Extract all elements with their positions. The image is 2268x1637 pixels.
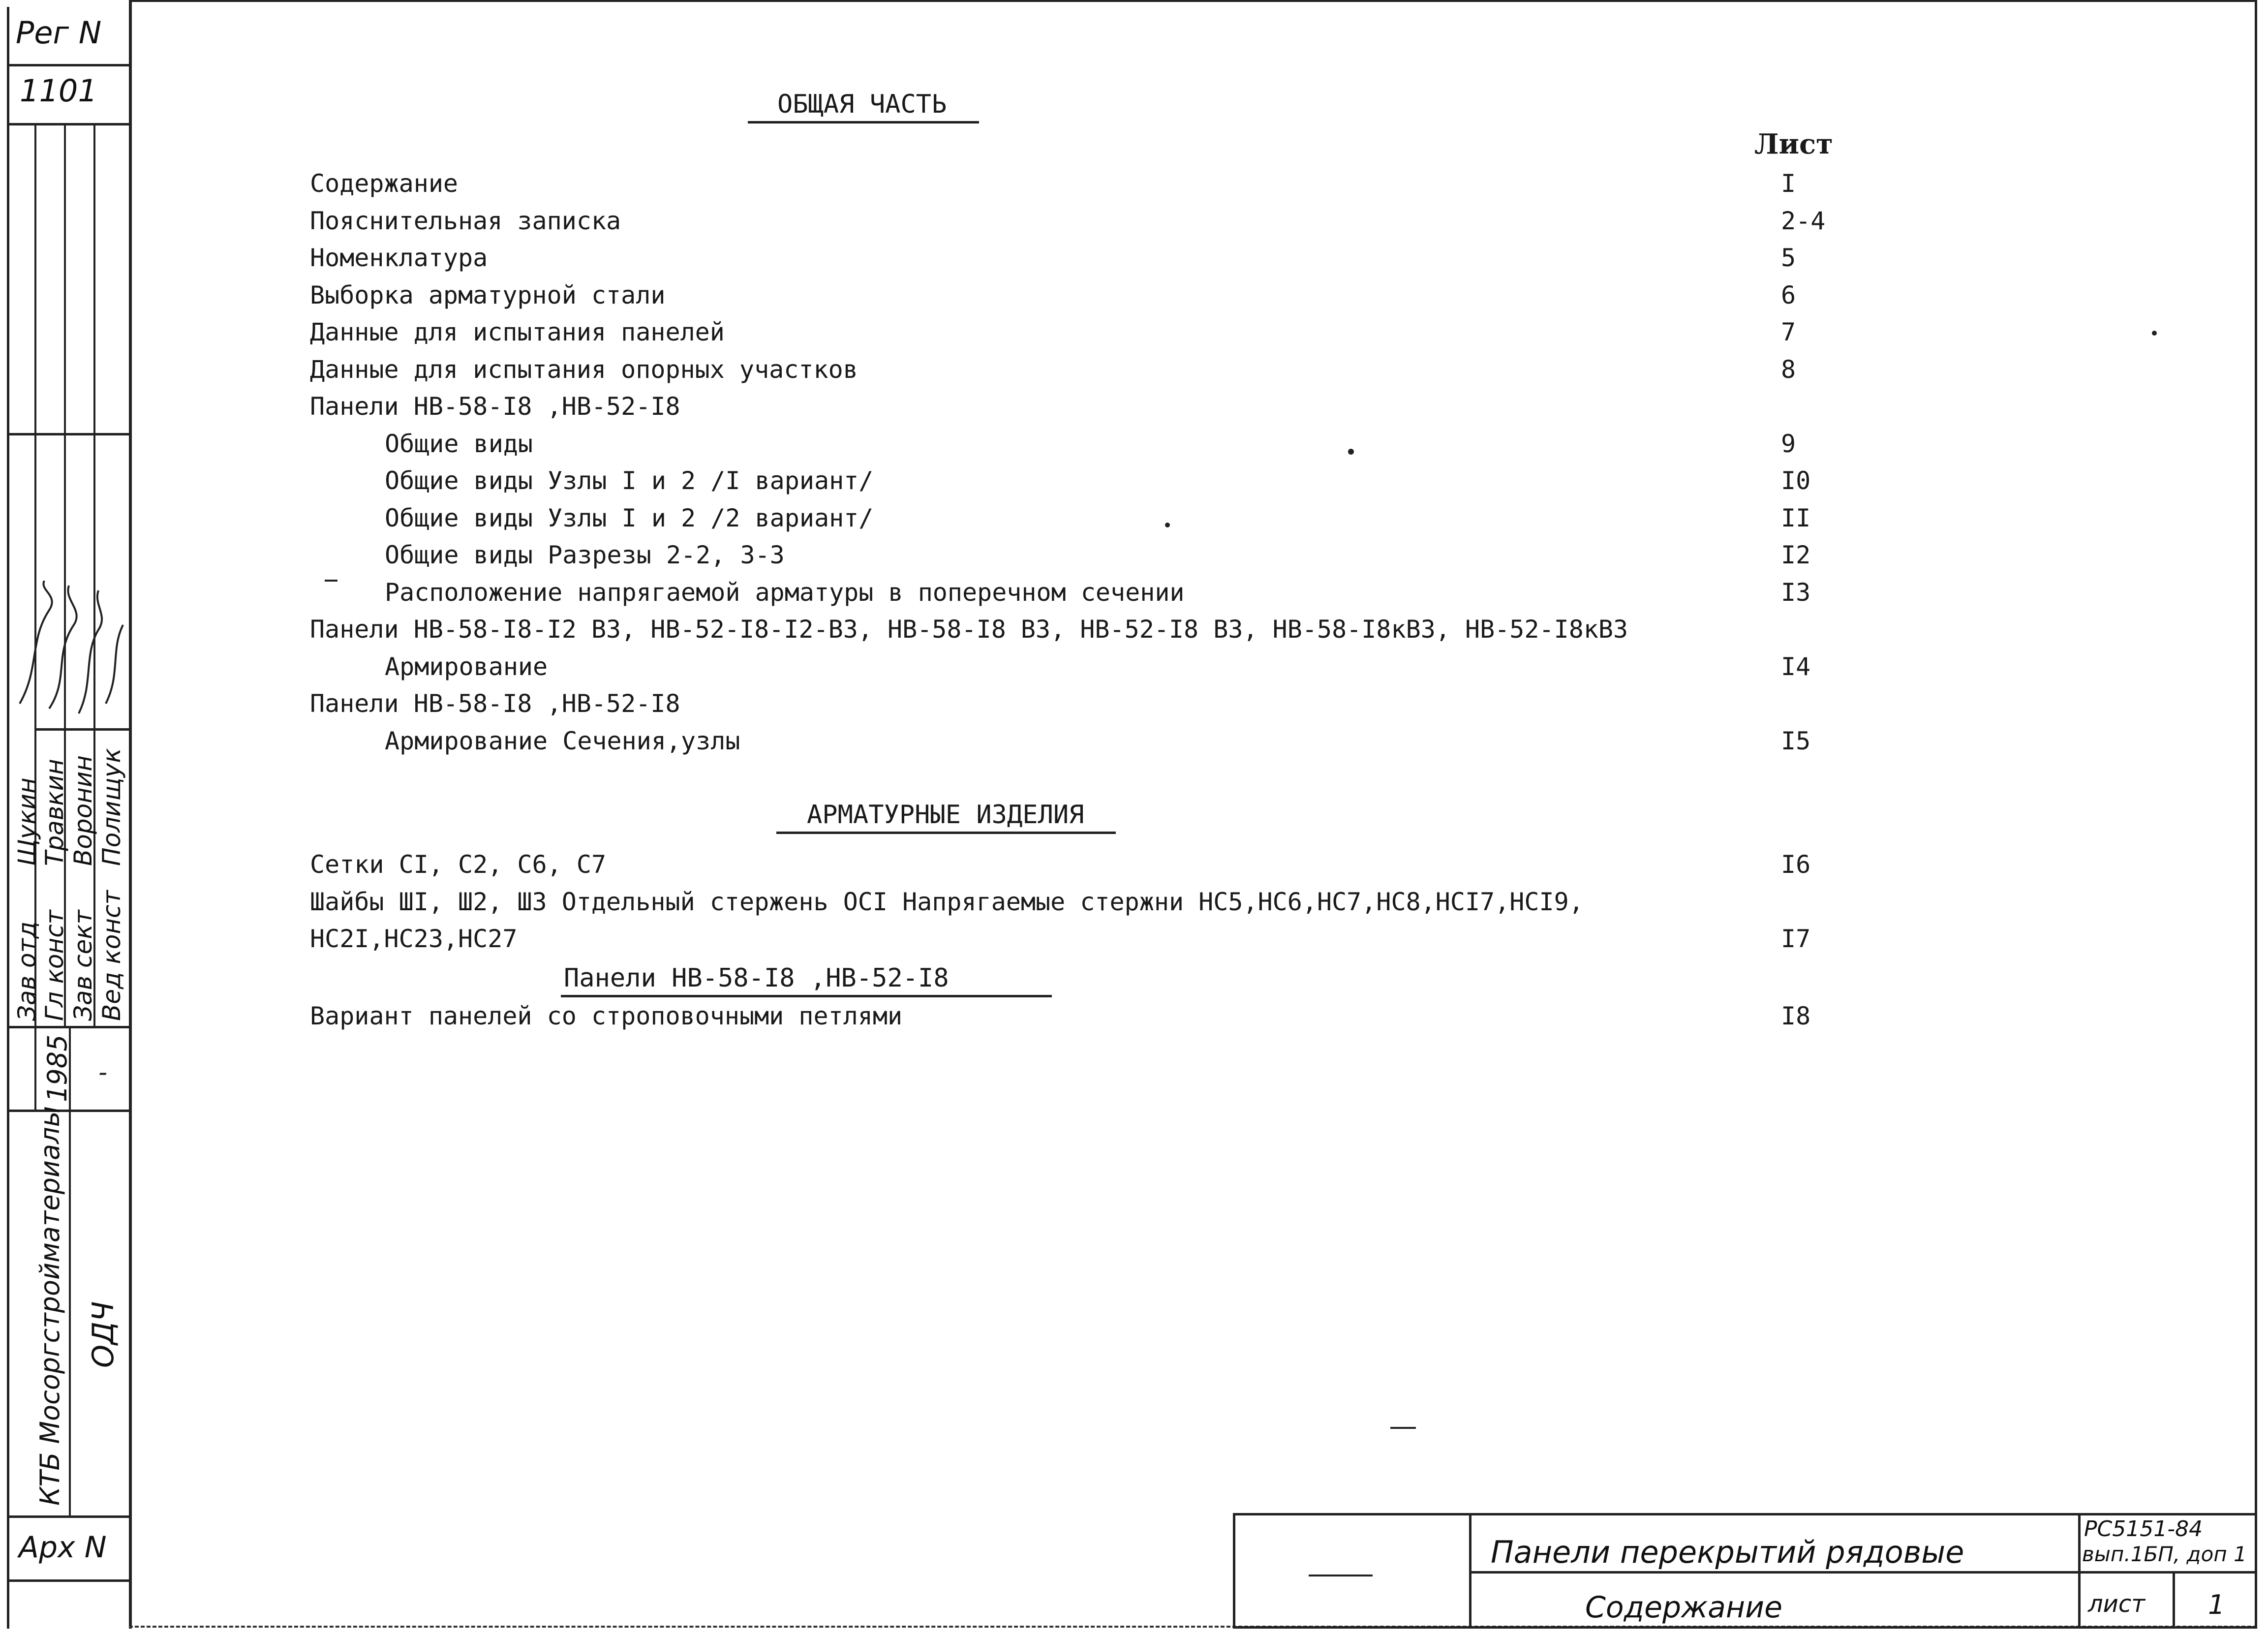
document-code: РС5151-84 (2084, 1516, 2203, 1542)
contents-row-sheet: 2-4 (1781, 206, 1826, 235)
signatures-area (10, 581, 128, 728)
title-block-divider (1469, 1571, 2257, 1574)
contents-row-sheet: I5 (1781, 726, 1811, 755)
margin-divider (7, 1110, 129, 1112)
heading-general-part: ОБЩАЯ ЧАСТЬ (777, 90, 947, 119)
heading-panels: Панели НВ-58-I8 ,НВ-52-I8 (564, 963, 949, 993)
contents-row-sheet: 8 (1781, 355, 1796, 384)
reinforcement-row-text: Шайбы ШI, Ш2, Ш3 Отдельный стержень ОСI Напрягаемые стержни НС5,НС6,НС7,НС8,НСI7,НСI9, (310, 887, 1584, 916)
stray-dash (1390, 1427, 1416, 1429)
contents-row-text: Данные для испытания панелей (310, 318, 725, 346)
signature-shchukin (20, 581, 52, 704)
reinforcement-row-sheet: I6 (1781, 850, 1811, 879)
contents-row-text: Панели НВ-58-I8 ,НВ-52-I8 (310, 392, 680, 421)
role-chief-designer: Гл конст (40, 910, 69, 1021)
contents-row-text: Армирование (385, 652, 548, 681)
panel-row-sheet: I8 (1781, 1002, 1811, 1030)
margin-divider (7, 64, 129, 66)
signature-travkin (49, 586, 77, 709)
sheet-value: 1 (2208, 1589, 2225, 1620)
role-head-sector: Зав сект (69, 910, 97, 1021)
stray-dot (1348, 449, 1354, 455)
margin-divider (7, 1026, 129, 1028)
margin-column-line (64, 123, 66, 1026)
contents-row-text: Панели НВ-58-I8-I2 ВЗ, НВ-52-I8-I2-ВЗ, НВ-58-I8 ВЗ, НВ-52-I8 ВЗ, НВ-58-I8кВЗ, НВ-52-I8кВЗ (310, 615, 1628, 644)
drawing-subtitle: Содержание (1585, 1590, 1783, 1625)
contents-row-text: Данные для испытания опорных участков (310, 355, 858, 384)
reinforcement-row-text: НС2I,НС23,НС27 (310, 925, 518, 953)
contents-row-text: Панели НВ-58-I8 ,НВ-52-I8 (310, 689, 680, 718)
contents-row-sheet: 7 (1781, 318, 1796, 346)
stray-dot (1165, 523, 1170, 527)
contents-row-text: Общие виды (385, 429, 533, 458)
sheet-label: лист (2088, 1590, 2145, 1618)
title-block-divider (2173, 1571, 2175, 1629)
contents-row-sheet: I3 (1781, 578, 1811, 607)
drawing-title: Панели перекрытий рядовые (1491, 1534, 1964, 1570)
contents-row-text: Общие виды Узлы I и 2 /I вариант/ (385, 466, 874, 495)
heading-underline (561, 995, 1052, 997)
name-polishchuk: Полищук (97, 748, 126, 866)
margin-organization: КТБ Мосоргстройматериалы (34, 1106, 65, 1506)
contents-row-text: Содержание (310, 169, 459, 198)
margin-column-line (93, 123, 95, 1026)
stray-dot (2152, 331, 2157, 336)
contents-row-sheet: II (1781, 503, 1811, 532)
panel-row-text: Вариант панелей со строповочными петлями (310, 1002, 903, 1030)
name-travkin: Травкин (40, 759, 69, 866)
name-voronin: Воронин (69, 755, 97, 866)
heading-sheet-column: Лист (1754, 128, 1833, 160)
contents-row-text: Выборка арматурной стали (310, 280, 666, 309)
reinforcement-row-sheet: I7 (1781, 925, 1811, 953)
arch-label: Арх N (19, 1530, 107, 1565)
contents-row-sheet: I0 (1781, 466, 1811, 495)
contents-row-sheet: I4 (1781, 652, 1811, 681)
contents-row-sheet: I (1781, 169, 1796, 198)
reg-label: Рег N (16, 15, 102, 51)
contents-row-text: Номенклатура (310, 244, 488, 272)
role-head-dept: Зав отд (13, 921, 41, 1021)
contents-row-sheet: 9 (1781, 429, 1796, 458)
signature-voronin (79, 590, 102, 713)
reinforcement-row-text: Сетки CI, C2, C6, C7 (310, 850, 607, 879)
contents-row-text: Расположение напрягаемой арматуры в поперечном сечении (385, 578, 1185, 607)
reg-value: 1101 (20, 73, 97, 109)
role-lead-designer: Вед конст (97, 890, 126, 1021)
margin-divider (7, 123, 129, 125)
heading-reinforcement-items: АРМАТУРНЫЕ ИЗДЕЛИЯ (807, 800, 1084, 830)
stray-dash (325, 580, 337, 582)
contents-row-sheet: 6 (1781, 280, 1796, 309)
contents-row-text: Армирование Сечения,узлы (385, 726, 740, 755)
name-shchukin: Щукин (13, 777, 41, 866)
contents-row-text: Пояснительная записка (310, 206, 621, 235)
margin-divider (34, 728, 129, 731)
contents-row-sheet: I2 (1781, 541, 1811, 569)
heading-underline (776, 832, 1116, 834)
heading-underline (748, 121, 979, 124)
margin-divider (7, 1515, 129, 1518)
document-issue: вып.1БП, доп 1 (2082, 1542, 2247, 1566)
margin-dash: - (98, 1058, 108, 1086)
margin-year: 1985 (42, 1034, 73, 1102)
margin-divider (7, 1579, 129, 1582)
contents-row-text: Общие виды Разрезы 2-2, 3-3 (385, 541, 785, 569)
contents-row-sheet: 5 (1781, 244, 1796, 272)
signature-polishchuk (106, 625, 123, 704)
margin-odch: ОДЧ (86, 1301, 121, 1368)
title-block-mark (1309, 1575, 1373, 1576)
margin-divider (7, 433, 129, 435)
contents-row-text: Общие виды Узлы I и 2 /2 вариант/ (385, 503, 874, 532)
